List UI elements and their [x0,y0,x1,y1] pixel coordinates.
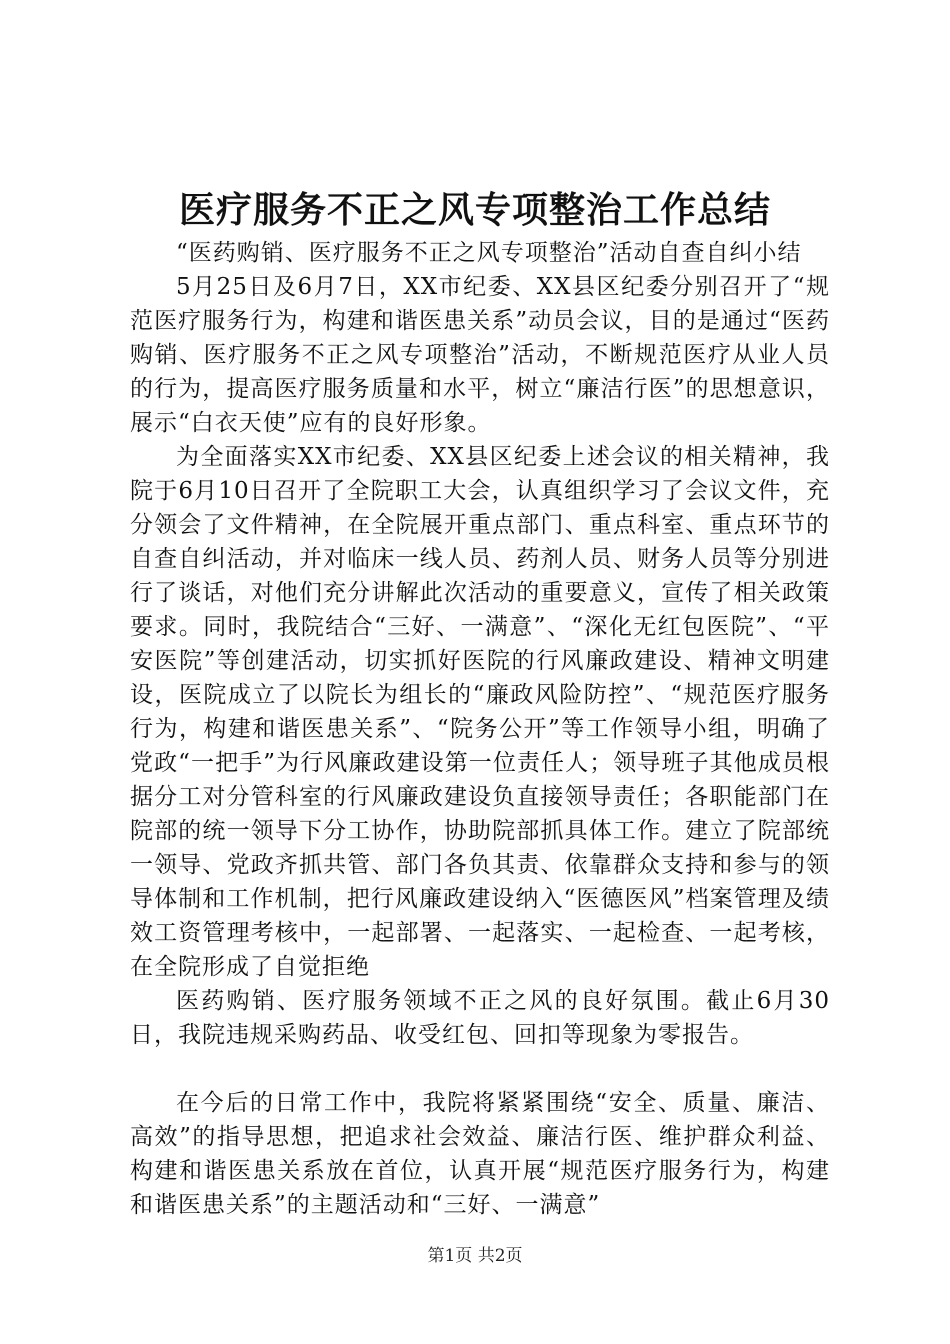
paragraph-future: 在今后的日常工作中，我院将紧紧围绕“安全、质量、廉洁、高效”的指导思想，把追求社会效益、廉洁行医、维护群众利益、构建和谐医患关系放在首位，认真开展“规范医疗服务行为，构建和谐医患关系”的主题活动和“三好、一满意” [130,1090,830,1218]
paragraph-result: 医药购销、医疗服务领域不正之风的良好氛围。截止6月30日，我院违规采购药品、收受红包、回扣等现象为零报告。 [130,988,830,1048]
paragraph-subtitle: “医药购销、医疗服务不正之风专项整治”活动自查自纠小结 [176,240,802,266]
paragraph-meeting: 5月25日及6月7日，XX市纪委、XX县区纪委分别召开了“规范医疗服务行为，构建和谐医患关系”动员会议，目的是通过“医药购销、医疗服务不正之风专项整治”活动，不断规范医疗从业人员的行为，提高医疗服务质量和水平，树立“廉洁行医”的思想意识，展示“白衣天使”应有的良好形象。 [130,274,830,436]
document-body [130,236,830,1222]
document-title: 医疗服务不正之风专项整治工作总结 [178,189,771,231]
paragraph-implementation: 为全面落实XX市纪委、XX县区纪委上述会议的相关精神，我院于6月10日召开了全院职工大会，认真组织学习了会议文件，充分领会了文件精神，在全院展开重点部门、重点科室、重点环节的自查自纠活动，并对临床一线人员、药剂人员、财务人员等分别进行了谈话，对他们充分讲解此次活动的重要意义，宣传了相关政策要求。同时，我院结合“三好、一满意”、“深化无红包医院”、“平安医院”等创建活动，切实抓好医院的行风廉政建设、精神文明建设，医院成立了以院长为组长的“廉政风险防控”、“规范医疗服务行为，构建和谐医患关系”、“院务公开”等工作领导小组，明确了党政“一把手”为行风廉政建设第一位责任人；领导班子其他成员根据分工对分管科室的行风廉政建设负直接领导责任；各职能部门在院部的统一领导下分工协作，协助院部抓具体工作。建立了院部统一领导、党政齐抓共管、部门各负其责、依靠群众支持和参与的领导体制和工作机制，把行风廉政建设纳入“医德医风”档案管理及绩效工资管理考核中，一起部署、一起落实、一起检查、一起考核，在全院形成了自觉拒绝 [130,444,830,980]
page-number-footer: 第1页 共2页 [427,1246,523,1266]
